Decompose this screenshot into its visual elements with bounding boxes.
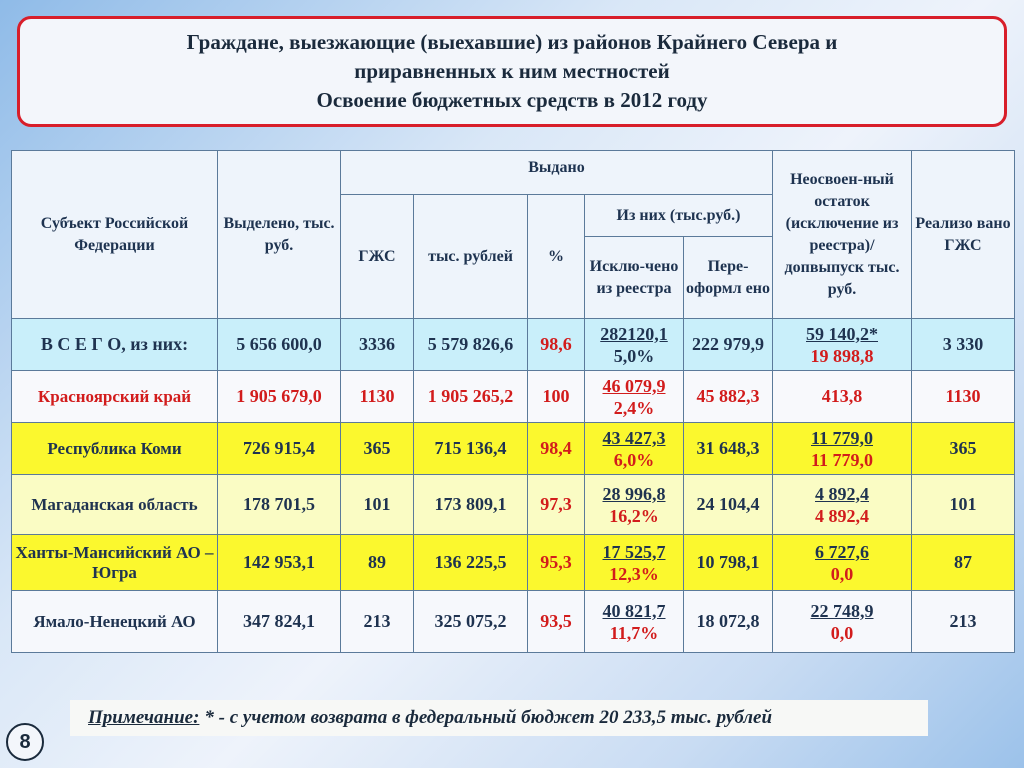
row-unspent-extra: 0,0 [830, 563, 854, 584]
row-reissued: 31 648,3 [684, 423, 773, 475]
title-line-1: Граждане, выезжающие (выехавшие) из районов Крайнего Севера и [186, 30, 838, 54]
row-excluded-pct: 12,3% [609, 563, 659, 584]
row-gzhs: 213 [341, 591, 414, 653]
row-subject: В С Е Г О, из них: [12, 319, 218, 371]
header-subject: Субъект Российской Федерации [12, 151, 218, 319]
row-reissued: 24 104,4 [684, 475, 773, 535]
row-subject: Магаданская область [12, 475, 218, 535]
row-subject: Ханты-Мансийский АО – Югра [12, 535, 218, 591]
row-excluded-value: 282120,1 [600, 323, 668, 344]
table-row [12, 319, 1015, 371]
row-excluded-value: 40 821,7 [602, 600, 666, 621]
row-percent: 97,3 [528, 475, 585, 535]
row-excluded-pct: 6,0% [613, 449, 655, 470]
row-excluded-pct: 11,7% [609, 622, 659, 643]
title-box [17, 16, 1007, 127]
row-percent: 98,4 [528, 423, 585, 475]
row-unspent [773, 591, 912, 653]
row-unspent: 413,8 [773, 371, 912, 423]
row-unspent-extra: 4 892,4 [815, 505, 869, 526]
row-excluded [585, 535, 684, 591]
footnote-text: * - с учетом возврата в федеральный бюджет 20 233,5 тыс. рублей [204, 707, 773, 728]
row-excluded-pct: 2,4% [613, 397, 655, 418]
row-allocated: 178 701,5 [218, 475, 341, 535]
row-subject: Ямало-Ненецкий АО [12, 591, 218, 653]
row-reissued: 10 798,1 [684, 535, 773, 591]
row-gzhs: 101 [341, 475, 414, 535]
row-unspent-value: 6 727,6 [815, 541, 869, 562]
row-unspent [773, 319, 912, 371]
row-subject: Республика Коми [12, 423, 218, 475]
row-unspent [773, 423, 912, 475]
row-unspent-value: 11 779,0 [810, 427, 873, 448]
row-excluded-pct: 5,0% [613, 345, 655, 366]
row-thousand-rub: 5 579 826,6 [414, 319, 528, 371]
row-gzhs: 89 [341, 535, 414, 591]
row-percent: 93,5 [528, 591, 585, 653]
row-excluded [585, 475, 684, 535]
row-realized: 87 [912, 535, 1015, 591]
row-excluded [585, 591, 684, 653]
row-subject: Красноярский край [12, 371, 218, 423]
row-excluded-value: 43 427,3 [602, 427, 666, 448]
row-unspent [773, 535, 912, 591]
row-unspent-extra: 19 898,8 [810, 345, 874, 366]
budget-table [11, 150, 1015, 653]
row-excluded-pct: 16,2% [609, 505, 659, 526]
row-thousand-rub: 136 225,5 [414, 535, 528, 591]
row-percent: 98,6 [528, 319, 585, 371]
header-gzhs: ГЖС [341, 195, 414, 319]
row-realized: 3 330 [912, 319, 1015, 371]
table-row [12, 535, 1015, 591]
table-row [12, 371, 1015, 423]
row-excluded [585, 371, 684, 423]
row-unspent-extra: 0,0 [830, 622, 854, 643]
row-allocated: 1 905 679,0 [218, 371, 341, 423]
row-percent: 100 [528, 371, 585, 423]
row-gzhs: 3336 [341, 319, 414, 371]
footnote [70, 700, 928, 736]
row-gzhs: 365 [341, 423, 414, 475]
table-row [12, 475, 1015, 535]
row-unspent-value: 4 892,4 [815, 483, 869, 504]
table-row [12, 423, 1015, 475]
row-percent: 95,3 [528, 535, 585, 591]
row-realized: 365 [912, 423, 1015, 475]
row-reissued: 222 979,9 [684, 319, 773, 371]
header-of-which: Из них (тыс.руб.) [585, 195, 773, 237]
row-allocated: 726 915,4 [218, 423, 341, 475]
row-allocated: 347 824,1 [218, 591, 341, 653]
title-line-3: Освоение бюджетных средств в 2012 году [316, 88, 708, 112]
row-thousand-rub: 715 136,4 [414, 423, 528, 475]
title-line-2: приравненных к ним местностей [354, 59, 670, 83]
header-allocated: Выделено, тыс. руб. [218, 151, 341, 319]
row-excluded-value: 46 079,9 [602, 375, 666, 396]
row-thousand-rub: 173 809,1 [414, 475, 528, 535]
row-thousand-rub: 325 075,2 [414, 591, 528, 653]
header-reissued: Пере-оформл ено [684, 237, 773, 319]
row-reissued: 45 882,3 [684, 371, 773, 423]
row-unspent-value: 59 140,2* [806, 323, 878, 344]
row-realized: 101 [912, 475, 1015, 535]
row-excluded-value: 28 996,8 [602, 483, 666, 504]
table-row [12, 591, 1015, 653]
row-unspent [773, 475, 912, 535]
row-realized: 1130 [912, 371, 1015, 423]
row-unspent-value: 22 748,9 [810, 600, 874, 621]
row-allocated: 5 656 600,0 [218, 319, 341, 371]
row-excluded [585, 423, 684, 475]
header-unspent: Неосвоен-ный остаток (исключение из реестра)/ допвыпуск тыс. руб. [773, 151, 912, 319]
row-allocated: 142 953,1 [218, 535, 341, 591]
footnote-label: Примечание: [88, 707, 200, 728]
header-realized: Реализо вано ГЖС [912, 151, 1015, 319]
row-excluded-value: 17 525,7 [602, 541, 666, 562]
page-number: 8 [6, 723, 44, 761]
header-percent: % [528, 195, 585, 319]
row-gzhs: 1130 [341, 371, 414, 423]
header-thousand-rub: тыс. рублей [414, 195, 528, 319]
row-thousand-rub: 1 905 265,2 [414, 371, 528, 423]
row-realized: 213 [912, 591, 1015, 653]
row-reissued: 18 072,8 [684, 591, 773, 653]
header-issued: Выдано [341, 151, 773, 195]
row-unspent-extra: 11 779,0 [810, 449, 873, 470]
header-excluded: Исклю-чено из реестра [585, 237, 684, 319]
row-excluded [585, 319, 684, 371]
